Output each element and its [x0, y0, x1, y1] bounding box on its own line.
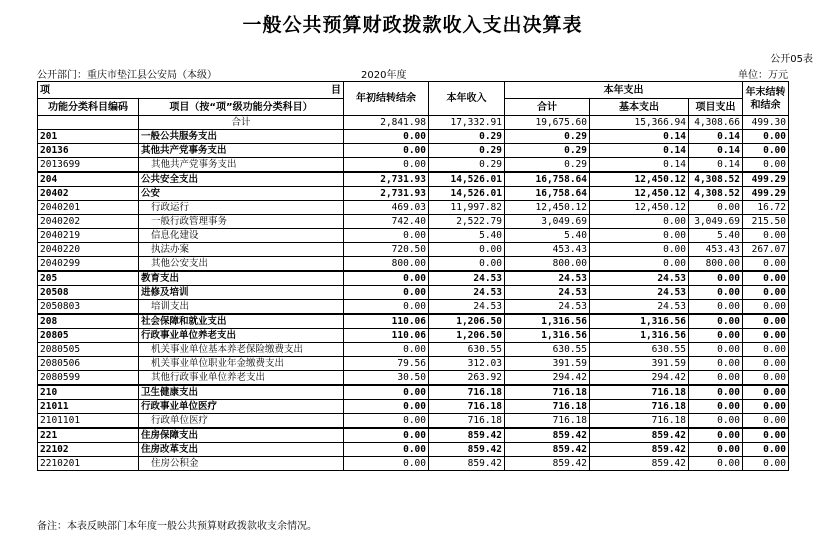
cell-income: 17,332.91: [429, 116, 505, 130]
cell-name: 机关事业单位基本养老保险缴费支出: [139, 343, 344, 357]
cell-begin: 0.00: [344, 400, 429, 414]
table-row: [38, 271, 789, 286]
table-row: [38, 286, 789, 300]
cell-begin: 0.00: [344, 414, 429, 429]
cell-name: 其他公安支出: [139, 257, 344, 272]
header-total: 合计: [505, 99, 590, 116]
cell-code: 2040201: [38, 201, 139, 215]
table-row: [38, 158, 789, 173]
table-row: [38, 215, 789, 229]
cell-project: 0.00: [689, 414, 743, 429]
cell-name: 信息化建设: [139, 229, 344, 243]
cell-code: 2210201: [38, 457, 139, 471]
cell-project: 0.14: [689, 158, 743, 173]
cell-end: 0.00: [743, 130, 789, 144]
header-expense: 本年支出: [505, 82, 743, 99]
cell-project: 0.00: [689, 371, 743, 386]
cell-name: 卫生健康支出: [139, 385, 344, 400]
header-project: [38, 82, 344, 99]
cell-income: 716.18: [429, 385, 505, 400]
cell-project: 0.00: [689, 400, 743, 414]
cell-total: 0.29: [505, 158, 590, 173]
page-title: 一般公共预算财政拨款收入支出决算表: [242, 14, 583, 36]
cell-total: 391.59: [505, 357, 590, 371]
cell-end: 0.00: [743, 329, 789, 343]
cell-total: 24.53: [505, 271, 590, 286]
header-end-balance-text: 年末结转和结余: [745, 86, 786, 111]
cell-begin: 0.00: [344, 457, 429, 471]
cell-income: 14,526.01: [429, 172, 505, 187]
cell-end: 0.00: [743, 414, 789, 429]
table-row: [38, 371, 789, 386]
table-row: [38, 229, 789, 243]
cell-code: 2040202: [38, 215, 139, 229]
table-row: [38, 257, 789, 272]
cell-total: 453.43: [505, 243, 590, 257]
cell-basic: 1,316.56: [590, 329, 689, 343]
cell-name: 社会保障和就业支出: [139, 314, 344, 329]
cell-income: 0.29: [429, 130, 505, 144]
table-row: [38, 314, 789, 329]
cell-total: 24.53: [505, 286, 590, 300]
cell-end: 0.00: [743, 229, 789, 243]
cell-end: 0.00: [743, 257, 789, 272]
cell-begin: 0.00: [344, 158, 429, 173]
cell-begin: 720.50: [344, 243, 429, 257]
cell-begin: 0.00: [344, 300, 429, 315]
cell-project: 0.00: [689, 329, 743, 343]
cell-end: 499.30: [743, 116, 789, 130]
cell-income: 0.00: [429, 257, 505, 272]
cell-begin: 742.40: [344, 215, 429, 229]
cell-project: 5.40: [689, 229, 743, 243]
cell-end: 0.00: [743, 271, 789, 286]
cell-project: 0.00: [689, 357, 743, 371]
cell-basic: 0.00: [590, 257, 689, 272]
budget-table: [37, 81, 789, 471]
cell-begin: 0.00: [344, 144, 429, 158]
cell-total: 24.53: [505, 300, 590, 315]
cell-total: 630.55: [505, 343, 590, 357]
cell-code: 2101101: [38, 414, 139, 429]
cell-name: 住房保障支出: [139, 428, 344, 443]
cell-basic: 716.18: [590, 400, 689, 414]
cell-name: 住房公积金: [139, 457, 344, 471]
table-row: [38, 414, 789, 429]
cell-code: [38, 116, 139, 130]
cell-name: 进修及培训: [139, 286, 344, 300]
cell-income: 24.53: [429, 286, 505, 300]
cell-begin: 0.00: [344, 229, 429, 243]
cell-basic: 716.18: [590, 414, 689, 429]
cell-total: 5.40: [505, 229, 590, 243]
cell-income: 0.29: [429, 158, 505, 173]
fiscal-year: 2020年度: [361, 70, 407, 81]
cell-basic: 12,450.12: [590, 187, 689, 201]
cell-total: 0.29: [505, 144, 590, 158]
cell-name: 公共安全支出: [139, 172, 344, 187]
cell-basic: 716.18: [590, 385, 689, 400]
cell-end: 499.29: [743, 172, 789, 187]
cell-project: 3,049.69: [689, 215, 743, 229]
unit-label: 单位：万元: [738, 70, 788, 81]
cell-project: 0.14: [689, 130, 743, 144]
cell-basic: 24.53: [590, 271, 689, 286]
cell-basic: 24.53: [590, 300, 689, 315]
cell-total: 1,316.56: [505, 314, 590, 329]
cell-basic: 24.53: [590, 286, 689, 300]
cell-end: 0.00: [743, 158, 789, 173]
cell-end: 215.50: [743, 215, 789, 229]
table-row: [38, 329, 789, 343]
cell-basic: 15,366.94: [590, 116, 689, 130]
cell-name: 行政运行: [139, 201, 344, 215]
cell-total: 3,049.69: [505, 215, 590, 229]
cell-code: 2080599: [38, 371, 139, 386]
cell-project: 453.43: [689, 243, 743, 257]
table-row: [38, 201, 789, 215]
cell-total: 19,675.60: [505, 116, 590, 130]
cell-total: 859.42: [505, 443, 590, 457]
cell-end: 0.00: [743, 343, 789, 357]
cell-end: 0.00: [743, 286, 789, 300]
cell-project: 0.00: [689, 428, 743, 443]
cell-code: 208: [38, 314, 139, 329]
cell-begin: 0.00: [344, 271, 429, 286]
cell-total: 800.00: [505, 257, 590, 272]
cell-end: 267.07: [743, 243, 789, 257]
cell-begin: 0.00: [344, 385, 429, 400]
info-bar: [37, 66, 788, 80]
cell-basic: 0.14: [590, 158, 689, 173]
cell-begin: 2,841.98: [344, 116, 429, 130]
cell-code: 20805: [38, 329, 139, 343]
cell-begin: 30.50: [344, 371, 429, 386]
header-name: 项目（按“项”级功能分类科目）: [139, 99, 344, 116]
cell-code: 20402: [38, 187, 139, 201]
cell-code: 201: [38, 130, 139, 144]
cell-name: 一般行政管理事务: [139, 215, 344, 229]
cell-end: 16.72: [743, 201, 789, 215]
cell-income: 24.53: [429, 271, 505, 286]
cell-basic: 0.14: [590, 144, 689, 158]
cell-project: 0.00: [689, 201, 743, 215]
cell-total: 16,758.64: [505, 172, 590, 187]
cell-project: 0.00: [689, 457, 743, 471]
cell-project: 0.00: [689, 271, 743, 286]
cell-begin: 79.56: [344, 357, 429, 371]
cell-end: 0.00: [743, 400, 789, 414]
cell-basic: 0.00: [590, 229, 689, 243]
cell-name: 合计: [139, 116, 344, 130]
cell-income: 859.42: [429, 457, 505, 471]
cell-income: 0.29: [429, 144, 505, 158]
cell-project: 0.00: [689, 343, 743, 357]
cell-code: 20136: [38, 144, 139, 158]
cell-end: 0.00: [743, 300, 789, 315]
cell-income: 859.42: [429, 443, 505, 457]
cell-total: 716.18: [505, 385, 590, 400]
cell-code: 204: [38, 172, 139, 187]
cell-code: 2080506: [38, 357, 139, 371]
cell-income: 0.00: [429, 243, 505, 257]
header-basic: 基本支出: [590, 99, 689, 116]
cell-project: 4,308.52: [689, 172, 743, 187]
cell-code: 20508: [38, 286, 139, 300]
cell-basic: 859.42: [590, 443, 689, 457]
cell-project: 0.00: [689, 443, 743, 457]
cell-income: 312.03: [429, 357, 505, 371]
cell-income: 859.42: [429, 428, 505, 443]
total-row: [38, 116, 789, 130]
cell-begin: 2,731.93: [344, 172, 429, 187]
cell-project: 800.00: [689, 257, 743, 272]
cell-begin: 469.03: [344, 201, 429, 215]
cell-code: 22102: [38, 443, 139, 457]
table-row: [38, 300, 789, 315]
cell-basic: 12,450.12: [590, 172, 689, 187]
cell-basic: 630.55: [590, 343, 689, 357]
cell-begin: 0.00: [344, 443, 429, 457]
cell-begin: 800.00: [344, 257, 429, 272]
cell-project: 4,308.52: [689, 187, 743, 201]
cell-end: 0.00: [743, 144, 789, 158]
table-row: [38, 187, 789, 201]
cell-begin: 0.00: [344, 428, 429, 443]
table-row: [38, 172, 789, 187]
cell-name: 行政事业单位养老支出: [139, 329, 344, 343]
table-row: [38, 343, 789, 357]
cell-code: 205: [38, 271, 139, 286]
cell-name: 执法办案: [139, 243, 344, 257]
table-row: [38, 130, 789, 144]
header-code: 功能分类科目编码: [38, 99, 139, 116]
table-row: [38, 428, 789, 443]
cell-project: 0.00: [689, 286, 743, 300]
cell-basic: 12,450.12: [590, 201, 689, 215]
cell-income: 14,526.01: [429, 187, 505, 201]
cell-basic: 859.42: [590, 428, 689, 443]
cell-project: 0.00: [689, 314, 743, 329]
cell-income: 630.55: [429, 343, 505, 357]
cell-end: 499.29: [743, 187, 789, 201]
cell-basic: 0.00: [590, 215, 689, 229]
footnote: 备注：本表反映部门本年度一般公共预算财政拨款收支余情况。: [37, 521, 317, 532]
cell-income: 11,997.82: [429, 201, 505, 215]
cell-income: 716.18: [429, 414, 505, 429]
cell-income: 5.40: [429, 229, 505, 243]
cell-name: 一般公共服务支出: [139, 130, 344, 144]
cell-basic: 0.14: [590, 130, 689, 144]
department-label: 公开部门：重庆市垫江县公安局（本级）: [37, 70, 217, 81]
cell-total: 859.42: [505, 457, 590, 471]
table-body: [38, 116, 789, 471]
header-end-balance: [743, 82, 789, 116]
cell-begin: 110.06: [344, 314, 429, 329]
cell-end: 0.00: [743, 385, 789, 400]
cell-code: 2040220: [38, 243, 139, 257]
cell-total: 294.42: [505, 371, 590, 386]
cell-income: 24.53: [429, 300, 505, 315]
table-row: [38, 457, 789, 471]
table-row: [38, 385, 789, 400]
cell-income: 1,206.50: [429, 314, 505, 329]
cell-end: 0.00: [743, 314, 789, 329]
cell-begin: 0.00: [344, 286, 429, 300]
header-begin-balance: 年初结转结余: [344, 82, 429, 116]
header-mu: 目: [331, 84, 341, 96]
cell-code: 2040299: [38, 257, 139, 272]
cell-basic: 859.42: [590, 457, 689, 471]
cell-name: 行政单位医疗: [139, 414, 344, 429]
cell-total: 859.42: [505, 428, 590, 443]
header-project-expense: 项目支出: [689, 99, 743, 116]
cell-basic: 1,316.56: [590, 314, 689, 329]
cell-income: 1,206.50: [429, 329, 505, 343]
cell-name: 机关事业单位职业年金缴费支出: [139, 357, 344, 371]
table-row: [38, 357, 789, 371]
header-row-1: [38, 82, 789, 99]
cell-begin: 110.06: [344, 329, 429, 343]
cell-begin: 0.00: [344, 343, 429, 357]
cell-income: 716.18: [429, 400, 505, 414]
cell-code: 21011: [38, 400, 139, 414]
cell-basic: 0.00: [590, 243, 689, 257]
table-row: [38, 243, 789, 257]
header-income: 本年收入: [429, 82, 505, 116]
cell-total: 1,316.56: [505, 329, 590, 343]
cell-total: 716.18: [505, 414, 590, 429]
cell-code: 2080505: [38, 343, 139, 357]
cell-end: 0.00: [743, 357, 789, 371]
cell-project: 0.00: [689, 300, 743, 315]
table-row: [38, 443, 789, 457]
cell-basic: 391.59: [590, 357, 689, 371]
cell-name: 其他共产党事务支出: [139, 144, 344, 158]
cell-income: 263.92: [429, 371, 505, 386]
cell-code: 221: [38, 428, 139, 443]
cell-end: 0.00: [743, 371, 789, 386]
cell-name: 教育支出: [139, 271, 344, 286]
cell-income: 2,522.79: [429, 215, 505, 229]
cell-name: 其他行政事业单位养老支出: [139, 371, 344, 386]
form-number: 公开05表: [770, 54, 813, 65]
cell-end: 0.00: [743, 428, 789, 443]
cell-name: 行政事业单位医疗: [139, 400, 344, 414]
cell-begin: 0.00: [344, 130, 429, 144]
cell-code: 210: [38, 385, 139, 400]
cell-name: 住房改革支出: [139, 443, 344, 457]
cell-project: 4,308.66: [689, 116, 743, 130]
cell-basic: 294.42: [590, 371, 689, 386]
cell-project: 0.00: [689, 385, 743, 400]
cell-end: 0.00: [743, 457, 789, 471]
table-row: [38, 400, 789, 414]
cell-name: 公安: [139, 187, 344, 201]
cell-total: 716.18: [505, 400, 590, 414]
cell-project: 0.14: [689, 144, 743, 158]
cell-code: 2013699: [38, 158, 139, 173]
cell-code: 2050803: [38, 300, 139, 315]
cell-name: 培训支出: [139, 300, 344, 315]
cell-total: 0.29: [505, 130, 590, 144]
cell-total: 16,758.64: [505, 187, 590, 201]
header-xiang: 项: [40, 84, 50, 96]
table-row: [38, 144, 789, 158]
cell-begin: 2,731.93: [344, 187, 429, 201]
cell-total: 12,450.12: [505, 201, 590, 215]
cell-code: 2040219: [38, 229, 139, 243]
cell-name: 其他共产党事务支出: [139, 158, 344, 173]
cell-end: 0.00: [743, 443, 789, 457]
